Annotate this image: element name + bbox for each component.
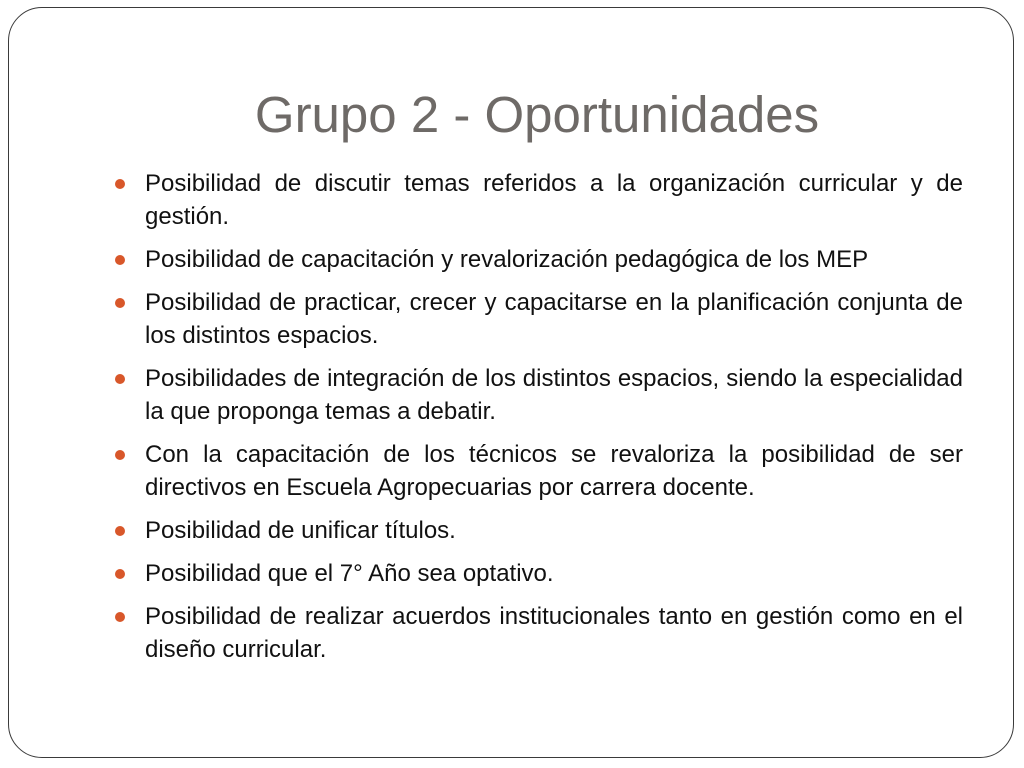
bullet-dot-icon bbox=[115, 612, 125, 622]
bullet-text: Posibilidad que el 7° Año sea optativo. bbox=[145, 560, 554, 587]
bullet-dot-icon bbox=[115, 450, 125, 460]
bullet-item bbox=[145, 243, 963, 276]
bullet-item bbox=[145, 514, 963, 547]
slide-title: Grupo 2 - Oportunidades bbox=[254, 86, 820, 143]
bullet-item bbox=[145, 362, 963, 428]
bullet-item bbox=[145, 438, 963, 504]
bullet-text: Posibilidad de unificar títulos. bbox=[145, 517, 456, 544]
bullet-dot-icon bbox=[115, 179, 125, 189]
bullet-item bbox=[145, 286, 963, 352]
bullet-dot-icon bbox=[115, 526, 125, 536]
bullet-text: Con la capacitación de los técnicos se revaloriza la posibilidad de ser directivos en Escuela Agropecuarias por carrera docente. bbox=[145, 441, 963, 501]
bullet-text: Posibilidad de realizar acuerdos institucionales tanto en gestión como en el diseño curricular. bbox=[145, 603, 963, 663]
bullet-item bbox=[145, 600, 963, 666]
bullet-list bbox=[145, 167, 963, 676]
bullet-dot-icon bbox=[115, 569, 125, 579]
bullet-item bbox=[145, 167, 963, 233]
bullet-text: Posibilidad de practicar, crecer y capacitarse en la planificación conjunta de los distintos espacios. bbox=[145, 289, 963, 349]
bullet-dot-icon bbox=[115, 255, 125, 265]
bullet-dot-icon bbox=[115, 374, 125, 384]
bullet-text: Posibilidades de integración de los distintos espacios, siendo la especialidad la que proponga temas a debatir. bbox=[145, 365, 963, 425]
bullet-text: Posibilidad de discutir temas referidos a la organización curricular y de gestión. bbox=[145, 170, 963, 230]
bullet-text: Posibilidad de capacitación y revalorización pedagógica de los MEP bbox=[145, 246, 869, 273]
bullet-item bbox=[145, 557, 963, 590]
bullet-dot-icon bbox=[115, 298, 125, 308]
